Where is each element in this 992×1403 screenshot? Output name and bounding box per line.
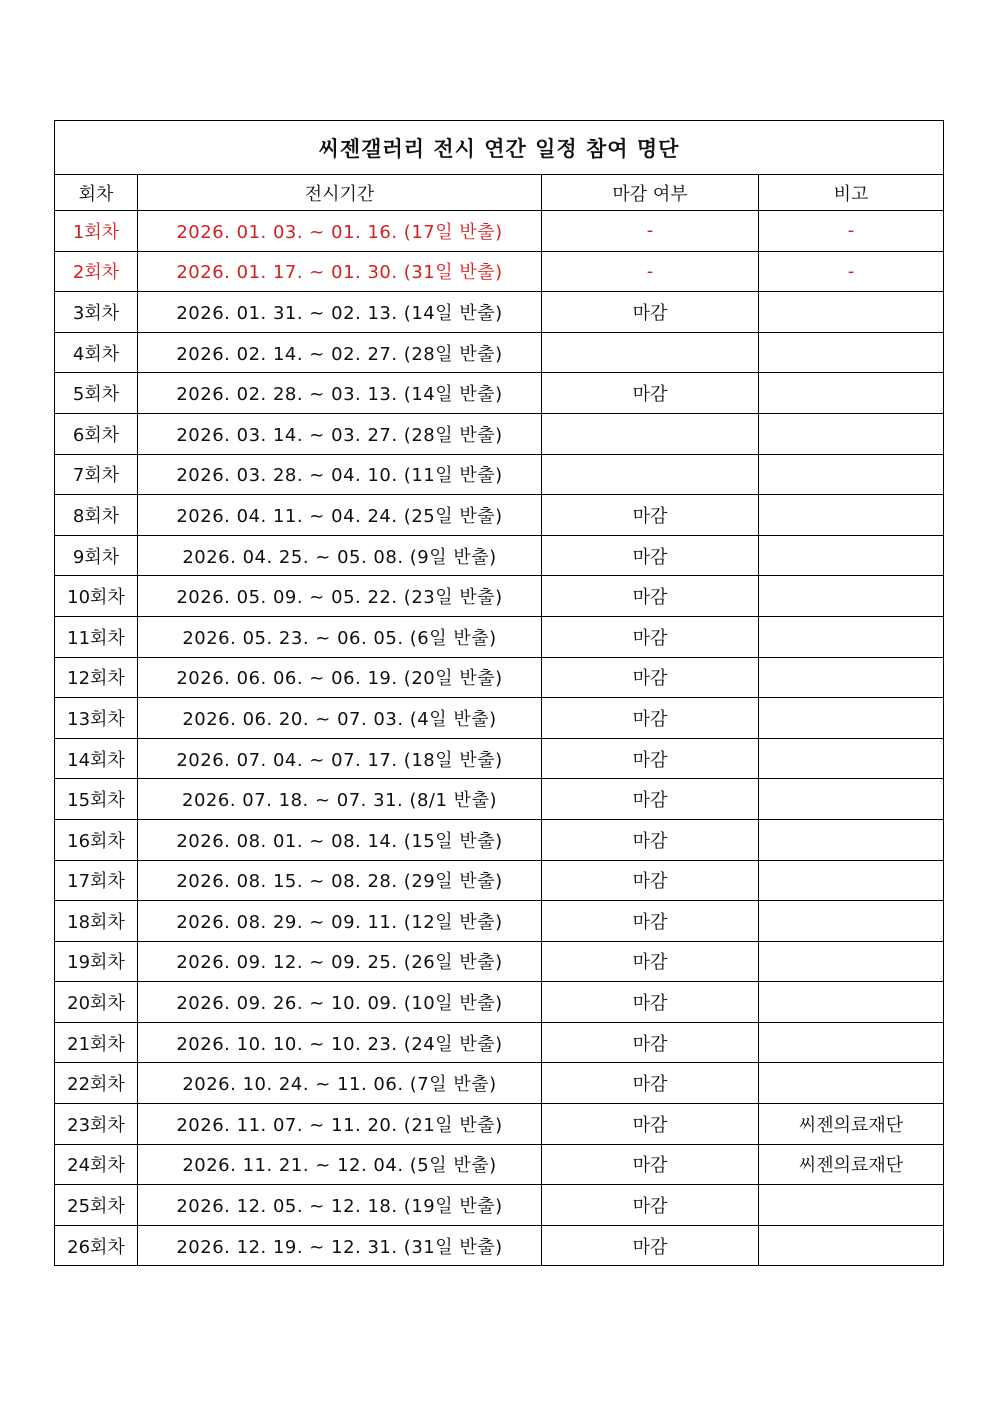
period-cell: 2026. 02. 28. ~ 03. 13. (14일 반출) (138, 373, 542, 414)
round-cell: 16회차 (55, 819, 138, 860)
round-cell: 1회차 (55, 211, 138, 252)
round-cell: 22회차 (55, 1063, 138, 1104)
round-cell: 19회차 (55, 941, 138, 982)
table-row (55, 738, 944, 779)
round-cell: 14회차 (55, 738, 138, 779)
period-cell: 2026. 12. 19. ~ 12. 31. (31일 반출) (138, 1225, 542, 1266)
deadline-cell (542, 332, 759, 373)
round-cell: 8회차 (55, 495, 138, 536)
deadline-cell (542, 413, 759, 454)
round-cell: 10회차 (55, 576, 138, 617)
note-cell (759, 413, 944, 454)
column-header-note: 비고 (759, 175, 944, 211)
deadline-cell: 마감 (542, 1022, 759, 1063)
deadline-cell: 마감 (542, 535, 759, 576)
period-cell: 2026. 05. 23. ~ 06. 05. (6일 반출) (138, 616, 542, 657)
period-cell: 2026. 01. 17. ~ 01. 30. (31일 반출) (138, 251, 542, 292)
period-cell: 2026. 07. 04. ~ 07. 17. (18일 반출) (138, 738, 542, 779)
deadline-cell: 마감 (542, 657, 759, 698)
deadline-cell: 마감 (542, 292, 759, 333)
note-cell (759, 657, 944, 698)
table-row (55, 901, 944, 942)
round-cell: 2회차 (55, 251, 138, 292)
period-cell: 2026. 06. 20. ~ 07. 03. (4일 반출) (138, 698, 542, 739)
note-cell: - (759, 211, 944, 252)
note-cell (759, 698, 944, 739)
note-cell (759, 1063, 944, 1104)
period-cell: 2026. 05. 09. ~ 05. 22. (23일 반출) (138, 576, 542, 617)
deadline-cell: 마감 (542, 941, 759, 982)
table-row (55, 251, 944, 292)
table-row (55, 657, 944, 698)
period-cell: 2026. 11. 07. ~ 11. 20. (21일 반출) (138, 1104, 542, 1145)
table-row (55, 495, 944, 536)
table-row (55, 454, 944, 495)
note-cell (759, 1022, 944, 1063)
period-cell: 2026. 03. 28. ~ 04. 10. (11일 반출) (138, 454, 542, 495)
table-row (55, 332, 944, 373)
column-header-period: 전시기간 (138, 175, 542, 211)
deadline-cell: 마감 (542, 982, 759, 1023)
deadline-cell: 마감 (542, 495, 759, 536)
note-cell (759, 819, 944, 860)
note-cell (759, 292, 944, 333)
period-cell: 2026. 04. 25. ~ 05. 08. (9일 반출) (138, 535, 542, 576)
note-cell (759, 1185, 944, 1226)
round-cell: 5회차 (55, 373, 138, 414)
period-cell: 2026. 07. 18. ~ 07. 31. (8/1 반출) (138, 779, 542, 820)
deadline-cell: 마감 (542, 901, 759, 942)
page-title: 씨젠갤러리 전시 연간 일정 참여 명단 (55, 121, 944, 175)
table-row (55, 982, 944, 1023)
round-cell: 4회차 (55, 332, 138, 373)
table-row (55, 1185, 944, 1226)
note-cell: 씨젠의료재단 (759, 1144, 944, 1185)
period-cell: 2026. 09. 12. ~ 09. 25. (26일 반출) (138, 941, 542, 982)
round-cell: 24회차 (55, 1144, 138, 1185)
period-cell: 2026. 08. 01. ~ 08. 14. (15일 반출) (138, 819, 542, 860)
round-cell: 25회차 (55, 1185, 138, 1226)
table-row (55, 373, 944, 414)
table-row (55, 616, 944, 657)
period-cell: 2026. 10. 10. ~ 10. 23. (24일 반출) (138, 1022, 542, 1063)
round-cell: 6회차 (55, 413, 138, 454)
period-cell: 2026. 08. 29. ~ 09. 11. (12일 반출) (138, 901, 542, 942)
deadline-cell: 마감 (542, 1225, 759, 1266)
deadline-cell: 마감 (542, 698, 759, 739)
schedule-table (54, 120, 944, 1266)
note-cell (759, 901, 944, 942)
note-cell: - (759, 251, 944, 292)
note-cell (759, 779, 944, 820)
period-cell: 2026. 01. 03. ~ 01. 16. (17일 반출) (138, 211, 542, 252)
table-row (55, 819, 944, 860)
deadline-cell: 마감 (542, 1104, 759, 1145)
period-cell: 2026. 12. 05. ~ 12. 18. (19일 반출) (138, 1185, 542, 1226)
round-cell: 21회차 (55, 1022, 138, 1063)
period-cell: 2026. 03. 14. ~ 03. 27. (28일 반출) (138, 413, 542, 454)
column-header-deadline: 마감 여부 (542, 175, 759, 211)
note-cell: 씨젠의료재단 (759, 1104, 944, 1145)
period-cell: 2026. 04. 11. ~ 04. 24. (25일 반출) (138, 495, 542, 536)
table-row (55, 1104, 944, 1145)
round-cell: 18회차 (55, 901, 138, 942)
round-cell: 12회차 (55, 657, 138, 698)
deadline-cell: 마감 (542, 738, 759, 779)
deadline-cell: 마감 (542, 779, 759, 820)
note-cell (759, 576, 944, 617)
table-row (55, 1063, 944, 1104)
round-cell: 11회차 (55, 616, 138, 657)
round-cell: 23회차 (55, 1104, 138, 1145)
table-row (55, 413, 944, 454)
period-cell: 2026. 01. 31. ~ 02. 13. (14일 반출) (138, 292, 542, 333)
column-header-round: 회차 (55, 175, 138, 211)
note-cell (759, 616, 944, 657)
deadline-cell: 마감 (542, 616, 759, 657)
deadline-cell: 마감 (542, 819, 759, 860)
deadline-cell: 마감 (542, 576, 759, 617)
note-cell (759, 982, 944, 1023)
note-cell (759, 941, 944, 982)
period-cell: 2026. 08. 15. ~ 08. 28. (29일 반출) (138, 860, 542, 901)
note-cell (759, 738, 944, 779)
deadline-cell: - (542, 211, 759, 252)
note-cell (759, 373, 944, 414)
period-cell: 2026. 11. 21. ~ 12. 04. (5일 반출) (138, 1144, 542, 1185)
round-cell: 26회차 (55, 1225, 138, 1266)
table-row (55, 698, 944, 739)
note-cell (759, 535, 944, 576)
table-row (55, 779, 944, 820)
table-row (55, 535, 944, 576)
round-cell: 7회차 (55, 454, 138, 495)
table-header-row (55, 175, 944, 211)
round-cell: 9회차 (55, 535, 138, 576)
note-cell (759, 860, 944, 901)
note-cell (759, 1225, 944, 1266)
table-row (55, 1144, 944, 1185)
deadline-cell: 마감 (542, 1063, 759, 1104)
table-row (55, 941, 944, 982)
period-cell: 2026. 10. 24. ~ 11. 06. (7일 반출) (138, 1063, 542, 1104)
table-row (55, 292, 944, 333)
table-row (55, 1022, 944, 1063)
round-cell: 13회차 (55, 698, 138, 739)
period-cell: 2026. 09. 26. ~ 10. 09. (10일 반출) (138, 982, 542, 1023)
deadline-cell: 마감 (542, 1185, 759, 1226)
deadline-cell: 마감 (542, 373, 759, 414)
note-cell (759, 332, 944, 373)
note-cell (759, 454, 944, 495)
deadline-cell: 마감 (542, 1144, 759, 1185)
round-cell: 3회차 (55, 292, 138, 333)
round-cell: 17회차 (55, 860, 138, 901)
table-row (55, 1225, 944, 1266)
round-cell: 15회차 (55, 779, 138, 820)
deadline-cell: - (542, 251, 759, 292)
note-cell (759, 495, 944, 536)
table-row (55, 576, 944, 617)
round-cell: 20회차 (55, 982, 138, 1023)
period-cell: 2026. 02. 14. ~ 02. 27. (28일 반출) (138, 332, 542, 373)
period-cell: 2026. 06. 06. ~ 06. 19. (20일 반출) (138, 657, 542, 698)
deadline-cell: 마감 (542, 860, 759, 901)
table-row (55, 211, 944, 252)
table-body (55, 211, 944, 1266)
table-row (55, 860, 944, 901)
deadline-cell (542, 454, 759, 495)
